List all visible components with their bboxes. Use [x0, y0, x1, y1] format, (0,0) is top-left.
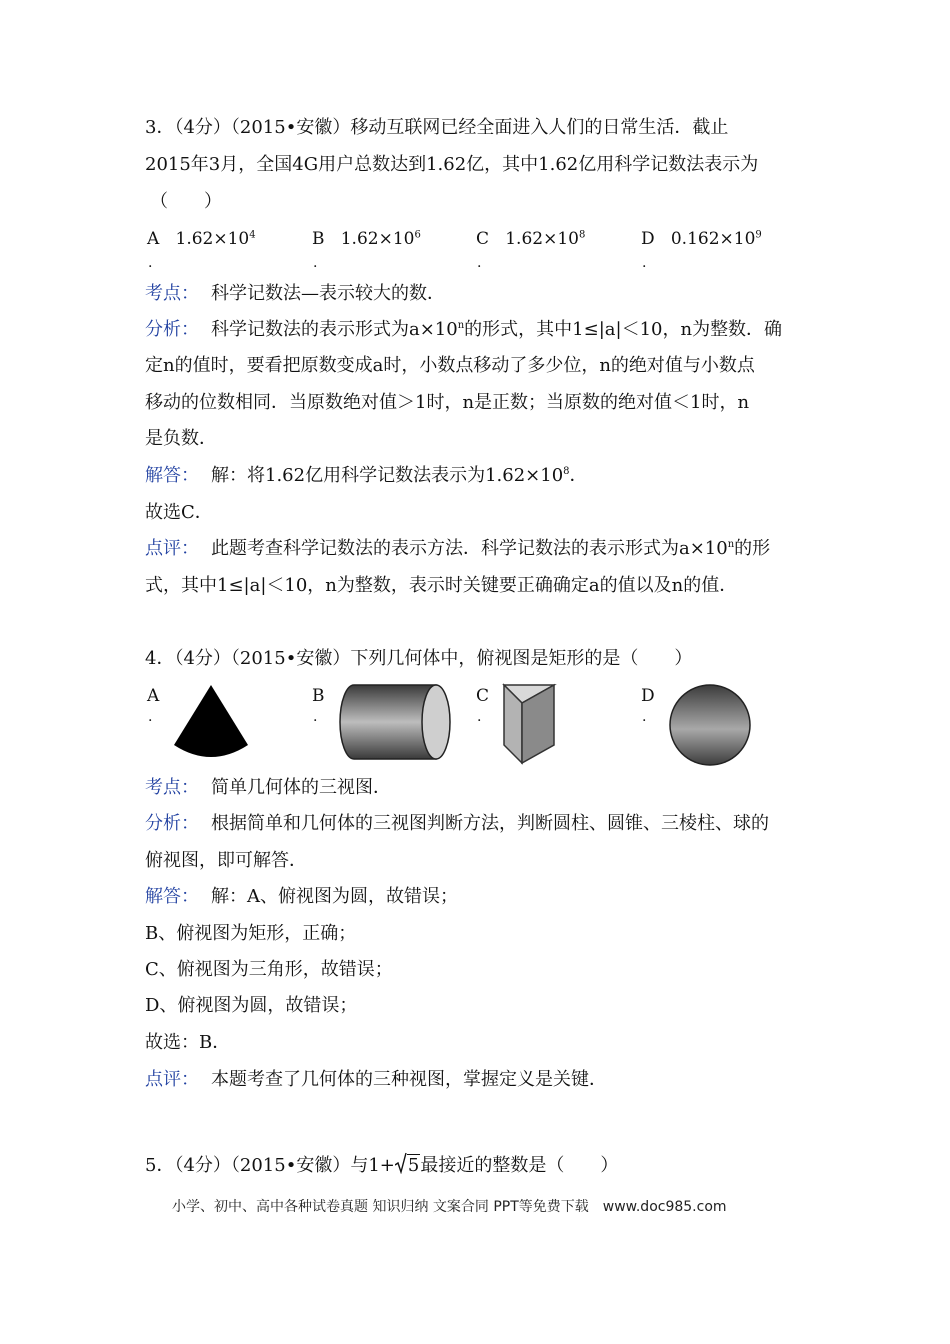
q4-jieda-line4: D、俯视图为圆，故错误；	[145, 995, 358, 1016]
q4-option-c-letter: C	[476, 686, 490, 706]
radical-sign-icon	[395, 1152, 407, 1174]
q3-jieda-line1: 解答： 解：将1.62亿用科学记数法表示为$1.62\times 10^8$．	[145, 465, 588, 486]
q3-paren: （ ）	[150, 191, 222, 212]
q3-fenxi-line1: 分析： 科学记数法的表示形式为$a\times 10^n$的形式，其中1≤|a|＜10，n为整数．确	[145, 319, 783, 340]
q4-jieda-line3: C、俯视图为三角形，故错误；	[145, 959, 393, 980]
q4-fenxi-line1: 分析： 根据简单和几何体的三视图判断方法，判断圆柱、圆锥、三棱柱、球的	[145, 813, 769, 834]
q4-option-d-letter: D	[641, 686, 655, 706]
q3-stem-line2: 2015年3月，全国4G用户总数达到1.62亿，其中1.62亿用科学记数法表示为	[145, 154, 759, 175]
q3-option-d: D $0.162\times 10^9$	[641, 229, 762, 249]
q4-option-a-letter: A	[147, 686, 160, 706]
q3-jieda-line2: 故选C．	[145, 502, 213, 523]
q3-option-d-dot: .	[642, 255, 647, 271]
sphere-icon	[668, 683, 752, 767]
sqrt-expression: 5	[395, 1152, 420, 1178]
q3-dianping-line1: 点评： 此题考查科学记数法的表示方法．科学记数法的表示形式为$a\times 10^n$的形	[145, 538, 771, 559]
cylinder-icon	[338, 683, 452, 763]
q3-option-a-dot: .	[148, 255, 153, 271]
q4-stem: 4．（4分）（2015•安徽）下列几何体中，俯视图是矩形的是（ ）	[145, 648, 693, 669]
q3-fenxi-line4: 是负数．	[145, 428, 217, 449]
q3-option-b: B $1.62\times 10^6$	[312, 229, 421, 249]
q4-option-d-dot: .	[642, 709, 647, 725]
page-footer: 小学、初中、高中各种试卷真题 知识归纳 文案合同 PPT等免费下载 www.doc985.com	[172, 1199, 727, 1215]
q4-jieda-line1: 解答： 解：A、俯视图为圆，故错误；	[145, 886, 458, 907]
q5-stem: 5．（4分）（2015•安徽）与1+ 5最接近的整数是（ ）	[145, 1152, 618, 1178]
q3-option-b-dot: .	[313, 255, 318, 271]
q4-jieda-line2: B、俯视图为矩形，正确；	[145, 923, 357, 944]
q3-kaodian: 考点： 科学记数法—表示较大的数．	[145, 283, 445, 304]
q4-option-b-letter: B	[312, 686, 325, 706]
q3-fenxi-line3: 移动的位数相同．当原数绝对值＞1时，n是正数；当原数的绝对值＜1时，n	[145, 392, 750, 413]
triangular-prism-icon	[502, 683, 558, 765]
q4-jieda-line5: 故选：B．	[145, 1032, 231, 1053]
q3-stem-line1: 3．（4分）（2015•安徽）移动互联网已经全面进入人们的日常生活．截止	[145, 117, 729, 138]
q3-option-c-dot: .	[477, 255, 482, 271]
q4-option-a-dot: .	[148, 709, 153, 725]
q3-fenxi-line2: 定n的值时，要看把原数变成a时，小数点移动了多少位，n的绝对值与小数点	[145, 355, 755, 376]
q4-fenxi-line2: 俯视图，即可解答．	[145, 850, 307, 871]
q4-dianping: 点评： 本题考查了几何体的三种视图，掌握定义是关键．	[145, 1069, 607, 1090]
q3-option-a: A $1.62\times 10^4$	[147, 229, 256, 249]
q4-kaodian: 考点： 简单几何体的三视图．	[145, 777, 391, 798]
q4-option-b-dot: .	[313, 709, 318, 725]
q4-option-c-dot: .	[477, 709, 482, 725]
cone-icon	[172, 683, 250, 763]
q3-option-c: C $1.62\times 10^8$	[476, 229, 586, 249]
q3-dianping-line2: 式，其中1≤|a|＜10，n为整数，表示时关键要正确确定a的值以及n的值．	[145, 575, 738, 596]
